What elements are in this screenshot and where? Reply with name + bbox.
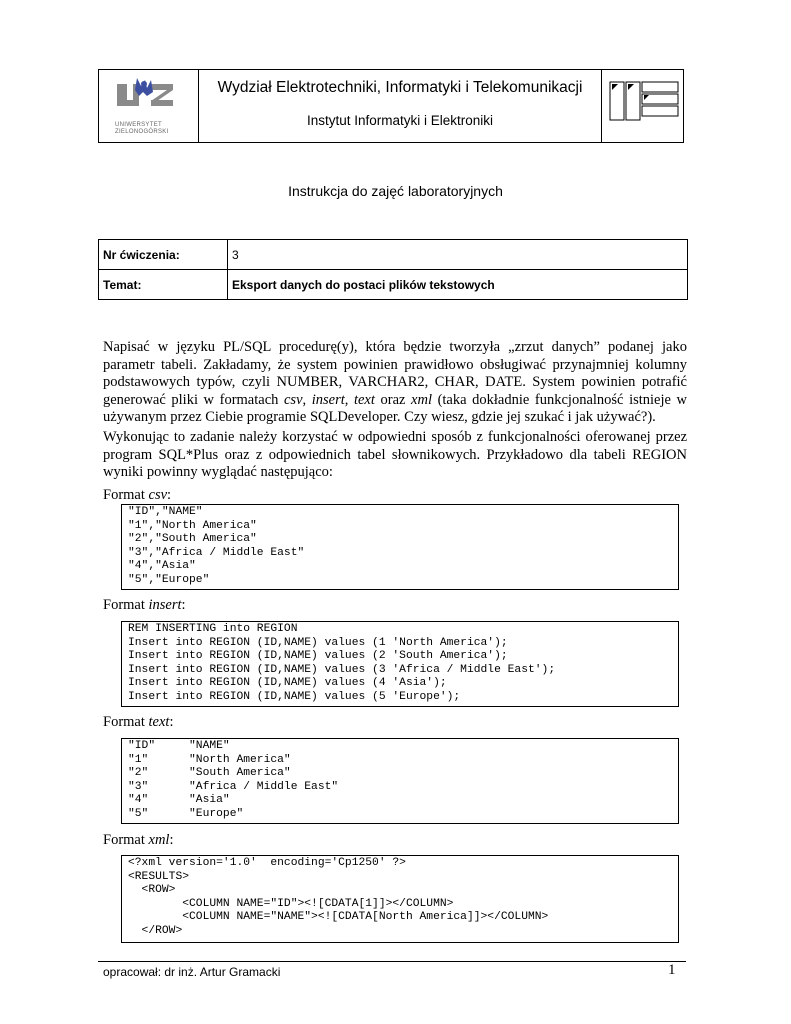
- table-row: [99, 240, 688, 270]
- code-line: Insert into REGION (ID,NAME) values (3 'Africa / Middle East');: [128, 663, 556, 676]
- institute-logo-icon: [602, 70, 682, 142]
- text-code-block: [121, 738, 679, 824]
- insert-code-block: [121, 621, 679, 707]
- exercise-number-label: Nr ćwiczenia:: [99, 240, 228, 270]
- instructions-paragraph: Wykonując to zadanie należy korzystać w odpowiedni sposób z funkcjonalności oferowanej przez program SQL*Plus oraz z odpowiednich tabel słownikowych. Przykładowo dla tabeli REGION wyniki powinny wyglądać następująco:: [103, 429, 687, 481]
- institute-title: Instytut Informatyki i Elektroniki: [306, 113, 494, 128]
- code-line: <COLUMN NAME="NAME"><![CDATA[North America]]></COLUMN>: [128, 911, 549, 924]
- document-heading: Instrukcja do zajęć laboratoryjnych: [288, 183, 503, 199]
- code-line: "3" "Africa / Middle East": [128, 780, 339, 793]
- xml-code-block: [121, 855, 679, 943]
- university-logo-cell: [99, 70, 199, 142]
- header-table: [98, 69, 684, 143]
- code-line: "1","North America": [128, 519, 257, 532]
- code-line: REM INSERTING into REGION: [128, 623, 298, 635]
- code-line: Insert into REGION (ID,NAME) values (4 'Asia');: [128, 677, 447, 690]
- code-line: "4","Asia": [128, 560, 196, 573]
- topic-label: Temat:: [99, 270, 228, 300]
- university-name: UNIWERSYTET ZIELONOGÓRSKI: [115, 122, 169, 135]
- code-line: "4" "Asia": [128, 794, 230, 807]
- exercise-number-value: 3: [228, 240, 688, 270]
- header-center: [199, 70, 601, 142]
- page-number: 1: [668, 962, 676, 978]
- code-line: <?xml version='1.0' encoding='Cp1250' ?>: [128, 857, 406, 869]
- code-line: </ROW>: [128, 924, 183, 937]
- xml-term: xml: [411, 391, 432, 408]
- footer-author: opracował: dr inż. Artur Gramacki: [103, 965, 281, 979]
- code-line: "3","Africa / Middle East": [128, 546, 305, 559]
- code-line: "ID" "NAME": [128, 740, 230, 752]
- code-line: "5","Europe": [128, 573, 210, 586]
- code-line: <ROW>: [128, 884, 176, 897]
- code-line: "5" "Europe": [128, 807, 244, 820]
- code-line: "ID","NAME": [128, 506, 203, 518]
- format-csv-label: Format csv:: [103, 487, 172, 503]
- code-line: "2","South America": [128, 533, 257, 546]
- code-line: Insert into REGION (ID,NAME) values (5 'Europe');: [128, 690, 461, 703]
- code-line: "2" "South America": [128, 767, 291, 780]
- text-term: text: [353, 391, 375, 408]
- insert-term: insert: [311, 391, 345, 408]
- code-line: Insert into REGION (ID,NAME) values (1 'North America');: [128, 636, 508, 649]
- code-line: <RESULTS>: [128, 870, 190, 883]
- code-line: <COLUMN NAME="ID"><![CDATA[1]]></COLUMN>: [128, 897, 454, 910]
- institute-logo-cell: [601, 70, 683, 142]
- format-xml-label: Format xml:: [103, 832, 174, 848]
- faculty-title: Wydział Elektrotechniki, Informatyki i Telekomunikacji: [217, 79, 583, 96]
- task-paragraph: Napisać w języku PL/SQL procedurę(y), która będzie tworzyła „zrzut danych” podanej jako parametr tabeli. Zakładamy, że system powinien prawidłowo obsługiwać przynajmniej kolumny podstawowych typów, czyli NUMBER, VARCHAR2, CHAR, DATE. System powinien potrafić generować pliki w formatach csv, insert, text oraz xml (taka dokładnie funkcjonalność istnieje w używanym przez Ciebie programie SQLDeveloper. Czy wiesz, gdzie jej szukać i jak używać?).: [103, 339, 688, 426]
- csv-term: csv: [283, 391, 303, 408]
- footer-divider: [98, 961, 686, 962]
- topic-value: Eksport danych do postaci plików tekstowych: [228, 270, 688, 300]
- csv-code-block: [121, 504, 679, 590]
- format-insert-label: Format insert:: [103, 597, 186, 613]
- code-line: "1" "North America": [128, 753, 291, 766]
- format-text-label: Format text:: [103, 714, 174, 730]
- code-line: Insert into REGION (ID,NAME) values (2 'South America');: [128, 650, 508, 663]
- table-row: [99, 270, 688, 300]
- exercise-info-table: [98, 239, 688, 300]
